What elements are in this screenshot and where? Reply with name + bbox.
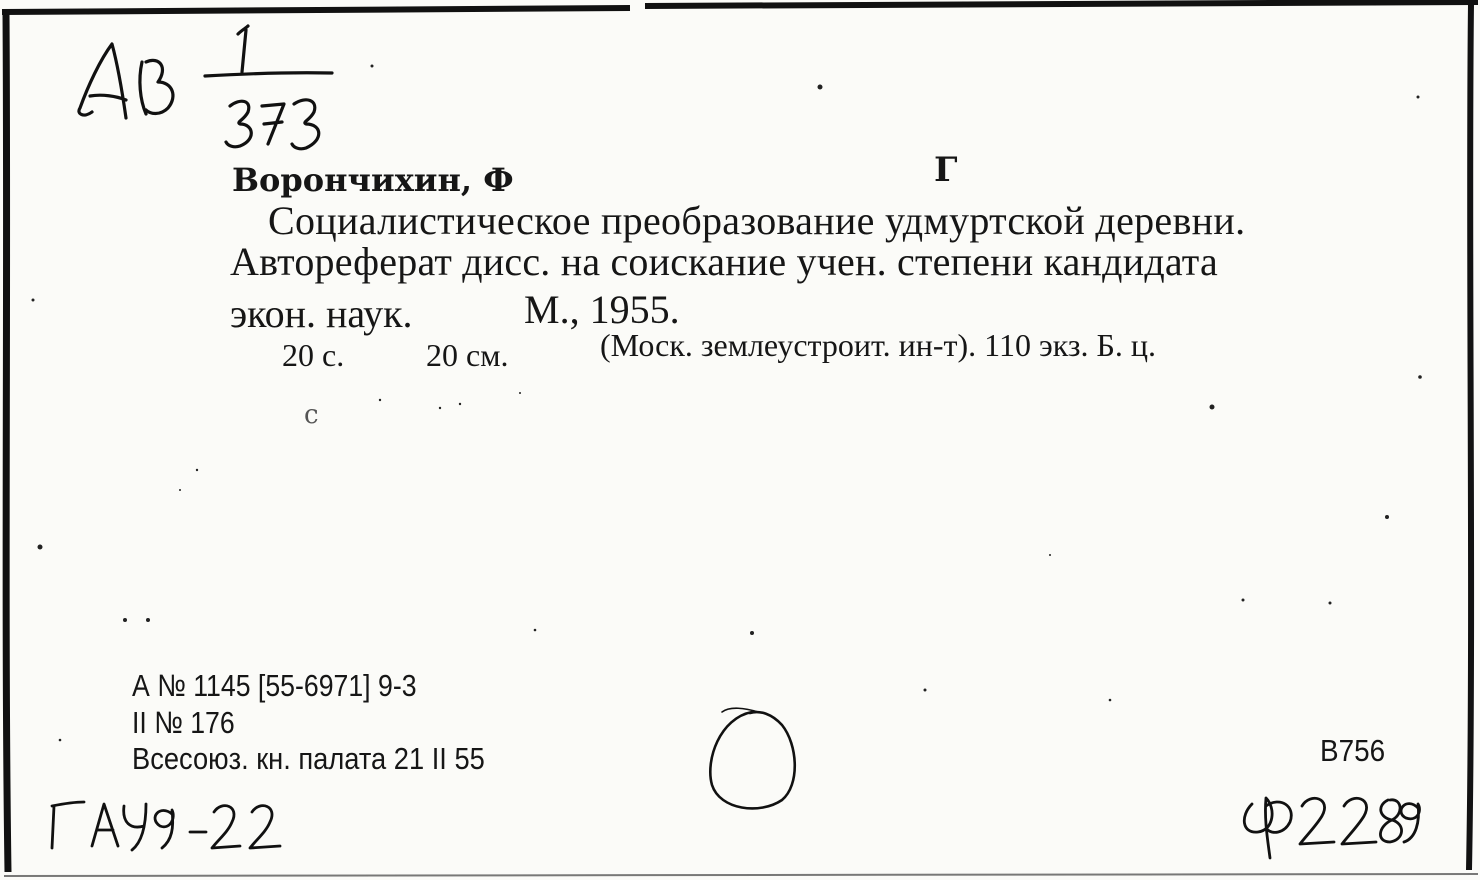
author-initial: Г [934,150,958,190]
collation-size: 20 см. [426,337,509,373]
registration-line-1: А № 1145 [55-6971] 9-3 [132,668,417,703]
imprint: М., 1955. [524,287,680,332]
title-line-2: Автореферат дисс. на соискание учен. степени кандидата [230,239,1218,284]
collation-note: (Моск. землеустроит. ин-т). 110 экз. Б. ц. [600,327,1156,363]
author-name: Ворончихин, Ф [232,161,514,199]
collation-pages: 20 с. [282,337,345,373]
code-right: В756 [1320,733,1386,768]
title-line-3: экон. наук. [230,291,413,336]
title-line-1: Социалистическое преобразование удмуртской деревни. [268,198,1246,243]
registration-line-2: II № 176 [132,705,235,740]
small-stamp-mark: с [304,400,319,430]
registration-line-3: Всесоюз. кн. палата 21 II 55 [132,741,485,776]
